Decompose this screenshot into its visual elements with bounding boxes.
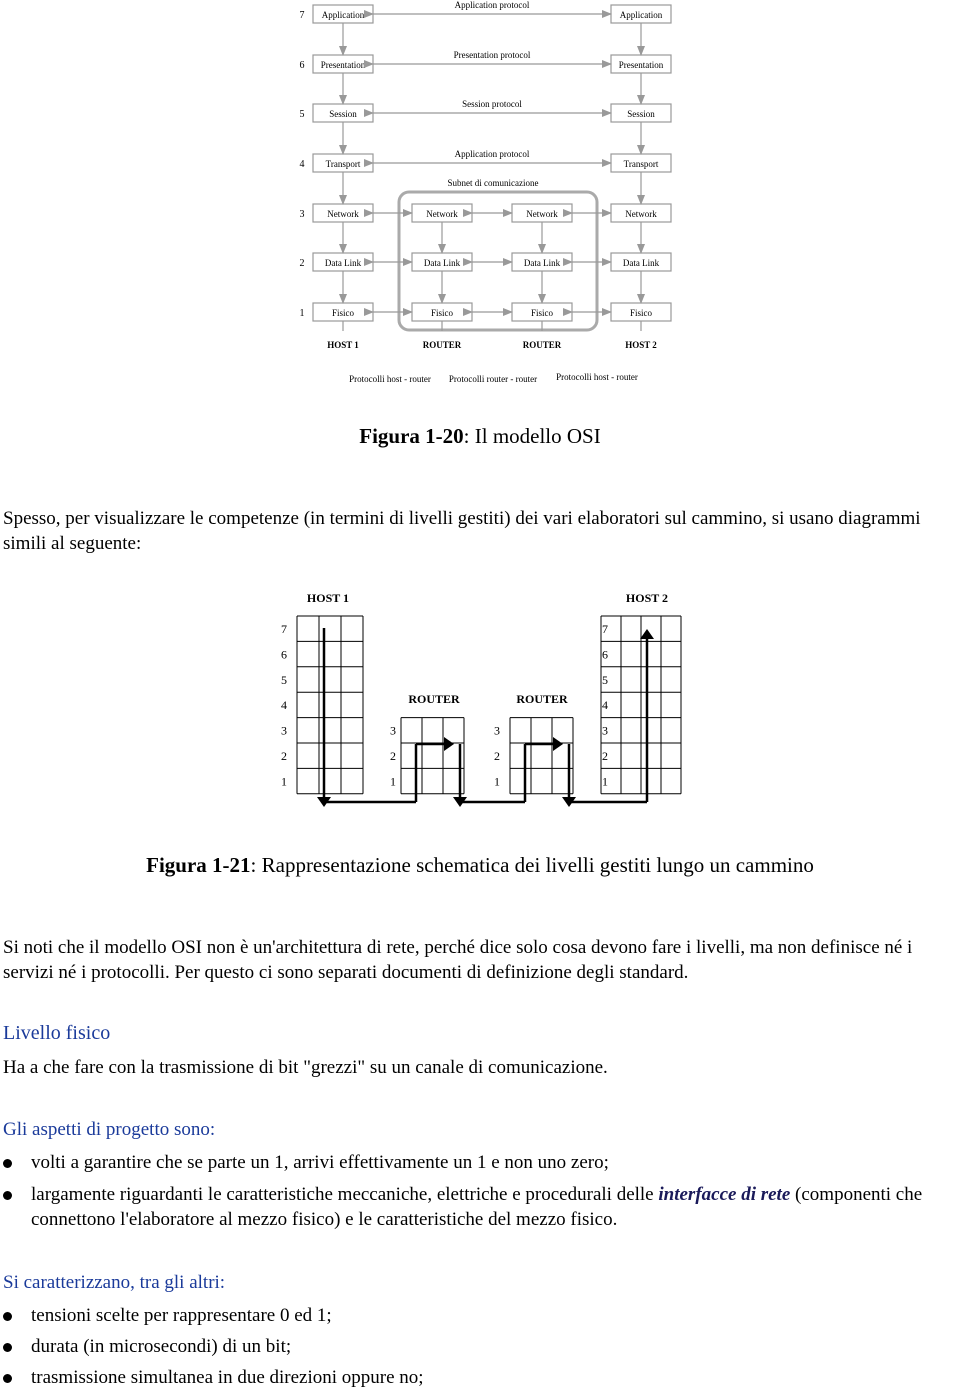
level-number: 6 (299, 60, 305, 71)
level-label: 1 (494, 774, 500, 789)
level-number: 7 (299, 10, 305, 21)
aspect-item-1 (3, 1150, 958, 1175)
aspect-item-1-text: volti a garantire che se parte un 1, arrivi effettivamente un 1 e non uno zero; (31, 1152, 609, 1173)
protocol-label: Application protocol (454, 0, 530, 10)
figure-2-title: : Rappresentazione schematica dei livelli gestiti lungo un cammino (250, 853, 814, 877)
level-number: 5 (299, 109, 305, 120)
level-label: 2 (390, 749, 396, 763)
bullet-icon (3, 1191, 12, 1200)
aspects-intro: Gli aspetti di progetto sono: (3, 1119, 216, 1140)
osi-model-diagram (0, 0, 960, 400)
level-label: 3 (390, 723, 396, 738)
section-title: Livello fisico (3, 1022, 111, 1044)
bullet-icon (3, 1312, 12, 1321)
aspect-item-2-before: largamente riguardanti le caratteristiche meccaniche, elettriche e procedurali delle (31, 1184, 659, 1205)
layer-label: Network (526, 209, 558, 219)
aspect-item-2 (3, 1182, 958, 1232)
subnet-label: Subnet di comunicazione (447, 178, 539, 188)
path-levels-diagram (0, 580, 960, 820)
feature-item-2 (3, 1334, 958, 1359)
protocol-label: Presentation protocol (453, 50, 531, 60)
layer-label: Application (321, 10, 365, 20)
node-label: ROUTER (422, 340, 462, 350)
level-label: 5 (281, 672, 287, 687)
bullet-icon (3, 1343, 12, 1352)
bullet-icon (3, 1159, 12, 1168)
protocol-group-label: Protocolli router - router (448, 374, 538, 384)
layer-label: Data Link (324, 258, 362, 268)
layer-label: Data Link (523, 258, 561, 268)
level-label: 2 (494, 749, 500, 763)
protocol-group-label: Protocolli host - router (556, 372, 638, 382)
feature-item-3 (3, 1365, 958, 1390)
node-label: HOST 2 (625, 340, 657, 350)
intro-paragraph: Spesso, per visualizzare le competenze (in termini di livelli gestiti) dei vari elaboratori sul cammino, si usano diagrammi simili al seguente: (3, 508, 921, 554)
protocol-group-label: Protocolli host - router (349, 374, 431, 384)
figure-1-caption (0, 424, 960, 449)
layer-label: Fisico (331, 308, 355, 318)
layer-label: Session (329, 109, 357, 119)
node-label: HOST 1 (327, 340, 359, 350)
level-label: 3 (281, 723, 287, 738)
level-label: 1 (390, 774, 396, 789)
layer-label: Fisico (430, 308, 454, 318)
level-label: 4 (281, 698, 287, 713)
level-label: 6 (281, 647, 287, 662)
aspect-item-2-text (31, 1182, 958, 1232)
level-label: 1 (281, 774, 287, 789)
level-number: 4 (299, 159, 305, 170)
feature-item-3-text: trasmissione simultanea in due direzioni oppure no; (31, 1367, 424, 1388)
level-number: 3 (299, 209, 305, 220)
protocol-label: Session protocol (462, 99, 522, 109)
level-number: 2 (299, 258, 305, 269)
layer-label: Application (619, 10, 663, 20)
layer-label: Data Link (622, 258, 660, 268)
level-label: 1 (602, 774, 608, 789)
level-label: 7 (602, 622, 608, 636)
layer-label: Transport (623, 159, 659, 169)
protocol-label: Application protocol (454, 149, 530, 159)
feature-item-1 (3, 1303, 958, 1328)
level-number: 1 (299, 308, 305, 319)
aspect-item-2-after: (componenti che connettono l'elaboratore al mezzo fisico) e le caratteristiche del mezzo fisico. (31, 1184, 923, 1230)
host1-label: HOST 1 (306, 591, 350, 605)
layer-label: Fisico (629, 308, 653, 318)
figure-1-label: Figura 1-20 (359, 424, 464, 448)
layer-label: Network (327, 209, 359, 219)
section-intro: Ha a che fare con la trasmissione di bit "grezzi" su un canale di comunicazione. (3, 1057, 608, 1078)
router2-label: ROUTER (516, 692, 568, 706)
level-label: 4 (602, 698, 608, 713)
figure-2-caption (0, 853, 960, 878)
node-label: ROUTER (522, 340, 562, 350)
interfacce-di-rete-emphasis: interfacce di rete (658, 1184, 791, 1205)
level-label: 2 (602, 749, 608, 763)
layer-label: Presentation (320, 60, 366, 70)
level-label: 7 (281, 622, 287, 636)
features-intro: Si caratterizzano, tra gli altri: (3, 1272, 226, 1293)
layer-label: Network (625, 209, 657, 219)
layer-label: Network (426, 209, 458, 219)
bullet-icon (3, 1374, 12, 1383)
layer-label: Presentation (618, 60, 664, 70)
feature-item-1-text: tensioni scelte per rappresentare 0 ed 1; (31, 1305, 332, 1326)
level-label: 3 (602, 723, 608, 738)
layer-label: Session (627, 109, 655, 119)
level-label: 5 (602, 672, 608, 687)
layer-label: Transport (325, 159, 361, 169)
router1-label: ROUTER (408, 692, 460, 706)
figure-2-label: Figura 1-21 (146, 853, 251, 877)
layer-label: Data Link (423, 258, 461, 268)
host2-label: HOST 2 (625, 591, 669, 605)
layer-label: Fisico (530, 308, 554, 318)
osi-note-paragraph: Si noti che il modello OSI non è un'architettura di rete, perché dice solo cosa devono fare i livelli, ma non definisce né i servizi né i protocolli. Per questo ci sono separati documenti di definizione degli standard. (3, 937, 913, 983)
feature-item-2-text: durata (in microsecondi) di un bit; (31, 1336, 292, 1357)
level-label: 2 (281, 749, 287, 763)
level-label: 3 (494, 723, 500, 738)
level-label: 6 (602, 647, 608, 662)
figure-1-title: : Il modello OSI (463, 424, 601, 448)
